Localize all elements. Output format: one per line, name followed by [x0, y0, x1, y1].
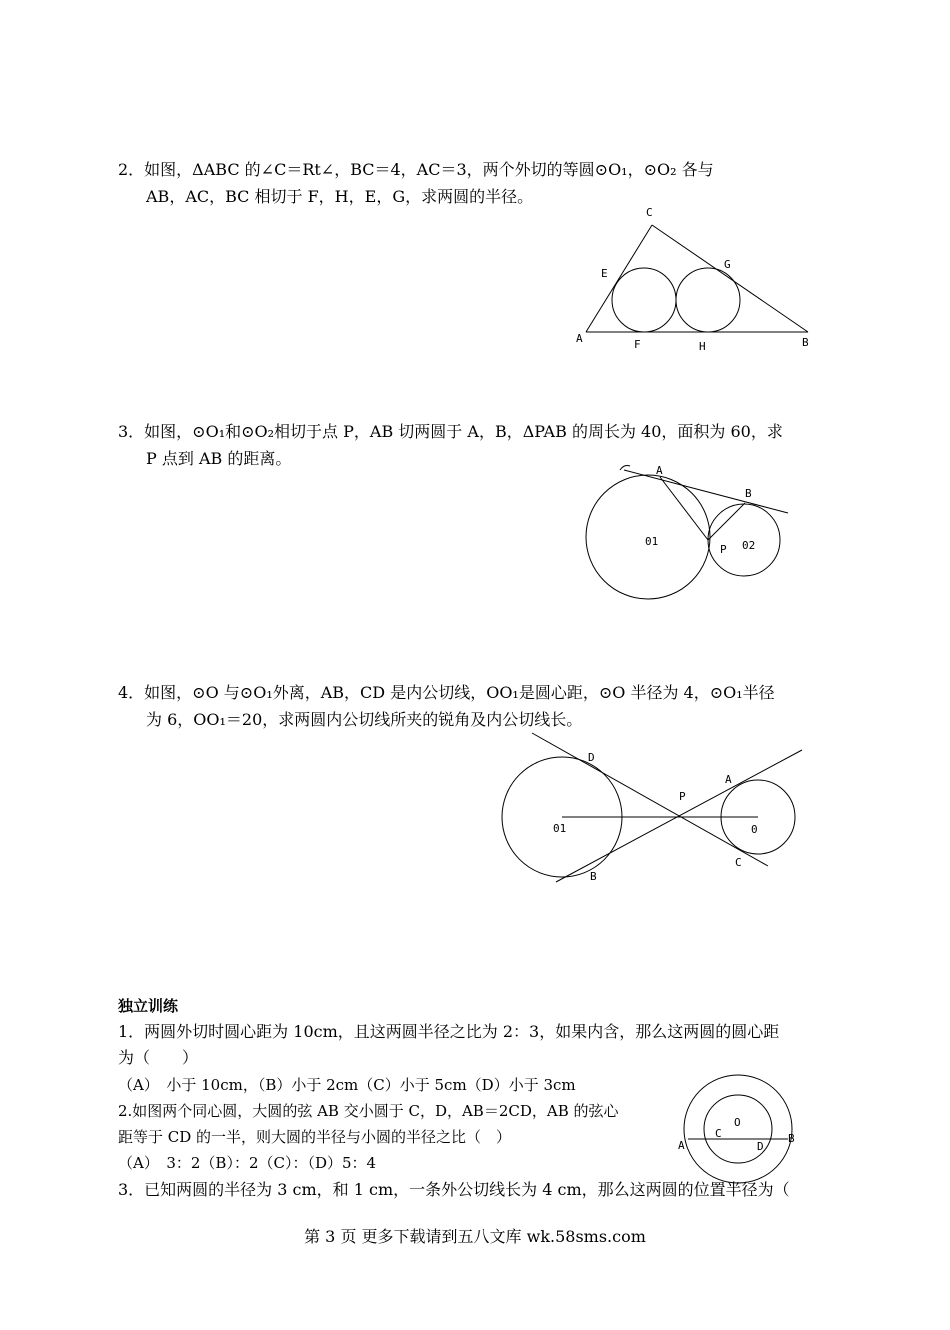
practice-heading: 独立训练 — [118, 997, 179, 1015]
label-o: 0 — [751, 823, 758, 836]
practice-q3-line1: 3．已知两圆的半径为 3 cm，和 1 cm，一条外公切线长为 4 cm，那么这两圆的位置半径为（ — [118, 1180, 790, 1199]
label-o: O — [734, 1116, 741, 1129]
label-f: F — [634, 338, 641, 351]
problem2-line2: AB，AC，BC 相切于 F，H，E，G，求两圆的半径。 — [146, 187, 534, 206]
practice-q1-options: （A） 小于 10cm，（B）小于 2cm（C）小于 5cm（D）小于 3cm — [118, 1076, 576, 1094]
problem2-line1: 2．如图，ΔABC 的∠C＝Rt∠，BC＝4，AC＝3，两个外切的等圆⊙O₁，⊙O₂ 各与 — [118, 160, 714, 179]
label-o1: 01 — [645, 535, 659, 548]
practice-q1-line1: 1．两圆外切时圆心距为 10cm，且这两圆半径之比为 2：3，如果内含，那么这两圆的圆心距 — [118, 1022, 780, 1041]
problem3-line2: P 点到 AB 的距离。 — [146, 449, 292, 468]
practice-q2-line1: 2.如图两个同心圆，大圆的弦 AB 交小圆于 C，D，AB＝2CD，AB 的弦心 — [118, 1102, 619, 1120]
label-a: A — [576, 332, 583, 345]
label-d: D — [588, 751, 595, 764]
label-b: B — [802, 336, 809, 349]
label-e: E — [601, 267, 608, 280]
label-a: A — [656, 464, 663, 477]
circle-large — [684, 1075, 792, 1183]
practice-q1-line2: 为（ ） — [118, 1048, 199, 1067]
label-p: P — [679, 790, 686, 803]
practice-q2-options: （A） 3：2（B）：2（C）：（D）5：4 — [118, 1154, 377, 1172]
label-p: P — [720, 543, 727, 556]
label-c: C — [646, 206, 653, 219]
problem4-line2: 为 6，OO₁＝20，求两圆内公切线所夹的锐角及内公切线长。 — [146, 710, 583, 729]
label-b: B — [788, 1132, 795, 1145]
label-d: D — [757, 1140, 764, 1153]
label-c: C — [715, 1127, 722, 1140]
label-h: H — [699, 340, 706, 353]
label-o2: 02 — [742, 539, 756, 552]
label-a: A — [678, 1139, 685, 1152]
page-footer: 第 3 页 更多下载请到五八文库 wk.58sms.com — [304, 1227, 646, 1246]
label-a: A — [725, 773, 732, 786]
problem4-line1: 4．如图，⊙O 与⊙O₁外离，AB，CD 是内公切线，OO₁是圆心距，⊙O 半径为 4，⊙O₁半径 — [118, 683, 775, 702]
label-o1: 01 — [553, 822, 567, 835]
practice-q2-line2: 距等于 CD 的一半，则大圆的半径与小圆的半径之比（ ） — [118, 1128, 512, 1146]
problem3-line1: 3．如图，⊙O₁和⊙O₂相切于点 P，AB 切两圆于 A，B，ΔPAB 的周长为 40，面积为 60，求 — [118, 422, 783, 441]
label-b: B — [590, 870, 597, 883]
label-b: B — [745, 487, 752, 500]
label-c: C — [735, 856, 742, 869]
label-g: G — [724, 258, 731, 271]
